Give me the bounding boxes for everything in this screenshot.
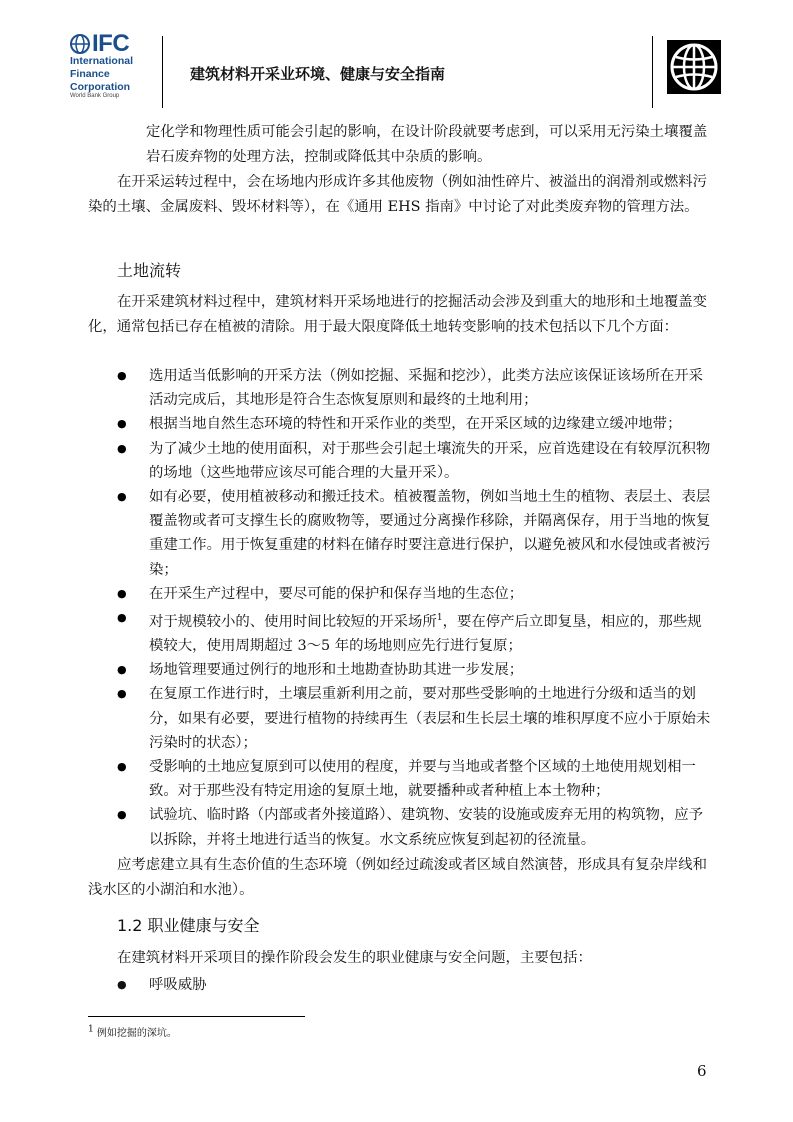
list-item: ● 选用适当低影响的开采方法（例如挖掘、采掘和挖沙），此类方法应该保证该场所在开采活动完成后，其地形是符合生态恢复原则和最终的土地利用； bbox=[117, 364, 715, 412]
list-item: ● 在开采生产过程中，要尽可能的保护和保存当地的生态位； bbox=[117, 582, 715, 606]
header-divider-right bbox=[652, 36, 653, 108]
list-item: ● 场地管理要通过例行的地形和土地勘查协助其进一步发展； bbox=[117, 658, 715, 682]
footnote-divider bbox=[88, 1016, 305, 1017]
section-heading-occupational-health: 1.2 职业健康与安全 bbox=[117, 916, 260, 935]
section-heading-land-conversion: 土地流转 bbox=[117, 261, 182, 280]
logo-org-line-3: Corporation bbox=[70, 81, 131, 93]
paragraph-waste: 在开采运转过程中，会在场地内形成许多其他废物（例如油性碎片、被溢出的润滑剂或燃料污染的土壤、金属废料、毁坏材料等），在《通用 EHS 指南》中讨论了对此类废弃物的管理方法。 bbox=[88, 174, 708, 215]
footnote bbox=[88, 1024, 177, 1039]
paragraph-ecological-habitat: 应考虑建立具有生态价值的生态环境（例如经过疏浚或者区域自然演替，形成具有复杂岸线和浅水区的小湖泊和水池）。 bbox=[88, 857, 708, 898]
list-item bbox=[117, 606, 715, 658]
list-item: ● 在复原工作进行时，土壤层重新利用之前，要对那些受影响的土地进行分级和适当的划分，如果有必要，要进行植物的持续再生（表层和生长层土壤的堆积厚度不应小于原始未污染时的状态）； bbox=[117, 682, 715, 755]
paragraph-continuation: 定化学和物理性质可能会引起的影响，在设计阶段就要考虑到，可以采用无污染土壤覆盖岩石废弃物的处理方法，控制或降低其中杂质的影响。 bbox=[146, 124, 708, 165]
logo-org-line-1: International bbox=[70, 55, 134, 67]
footnote-text: 例如挖掘的深坑。 bbox=[96, 1028, 177, 1039]
list-item: ● 受影响的土地应复原到可以使用的程度，并要与当地或者整个区域的土地使用规划相一致。对于那些没有特定用途的复原土地，就要播种或者种植上本土物种； bbox=[117, 755, 715, 803]
list-item-text: 对于规模较小的、使用时间比较短的开采场所 bbox=[149, 613, 437, 630]
paragraph-land-conversion: 在开采建筑材料过程中，建筑材料开采场地进行的挖掘活动会涉及到重大的地形和土地覆盖变化，通常包括已存在植被的清除。用于最大限度降低土地转变影响的技术包括以下几个方面： bbox=[88, 294, 708, 335]
document-title: 建筑材料开采业环境、健康与安全指南 bbox=[190, 65, 446, 83]
paragraph-ohs-intro: 在建筑材料开采项目的操作阶段会发生的职业健康与安全问题，主要包括： bbox=[117, 950, 592, 966]
list-item: ● 根据当地自然生态环境的特性和开采作业的类型，在开采区域的边缘建立缓冲地带； bbox=[117, 412, 715, 436]
ifc-logo bbox=[70, 30, 152, 104]
list-item-text-rest: ，要在停产后立即复垦，相应的，那些规模较大，使用周期超过 3～5 年的场地则应先行进行复原； bbox=[149, 613, 702, 655]
logo-org-line-2: Finance bbox=[70, 68, 110, 80]
header-divider-left bbox=[162, 36, 163, 108]
list-item: ● 为了减少土地的使用面积，对于那些会引起土壤流失的开采，应首选建设在有较厚沉积物的场地（这些地带应该尽可能合理的大量开采）。 bbox=[117, 437, 715, 485]
world-bank-globe-icon bbox=[667, 40, 721, 94]
ifc-globe-icon bbox=[70, 34, 90, 54]
footnote-marker: 1 bbox=[88, 1024, 94, 1035]
list-item: ● 如有必要，使用植被移动和搬迁技术。植被覆盖物，例如当地土生的植物、表层土、表层覆盖物或者可支撑生长的腐败物等，要通过分离操作移除，并隔离保存，用于当地的恢复重建工作。用于恢复重建的材料在储存时要注意进行保护，以避免被风和水侵蚀或者被污染； bbox=[117, 485, 715, 582]
logo-main-text: IFC bbox=[92, 30, 130, 57]
land-conversion-bullet-list bbox=[117, 364, 715, 852]
footnote-reference[interactable]: 1 bbox=[436, 613, 443, 624]
list-item: ● 呼吸威胁 bbox=[117, 973, 747, 997]
page-number: 6 bbox=[697, 1062, 707, 1080]
logo-group: World Bank Group bbox=[70, 93, 120, 99]
list-item: ● 试验坑、临时路（内部或者外接道路）、建筑物、安装的设施或废弃无用的构筑物，应予以拆除，并将土地进行适当的恢复。水文系统应恢复到起初的径流量。 bbox=[117, 803, 715, 851]
